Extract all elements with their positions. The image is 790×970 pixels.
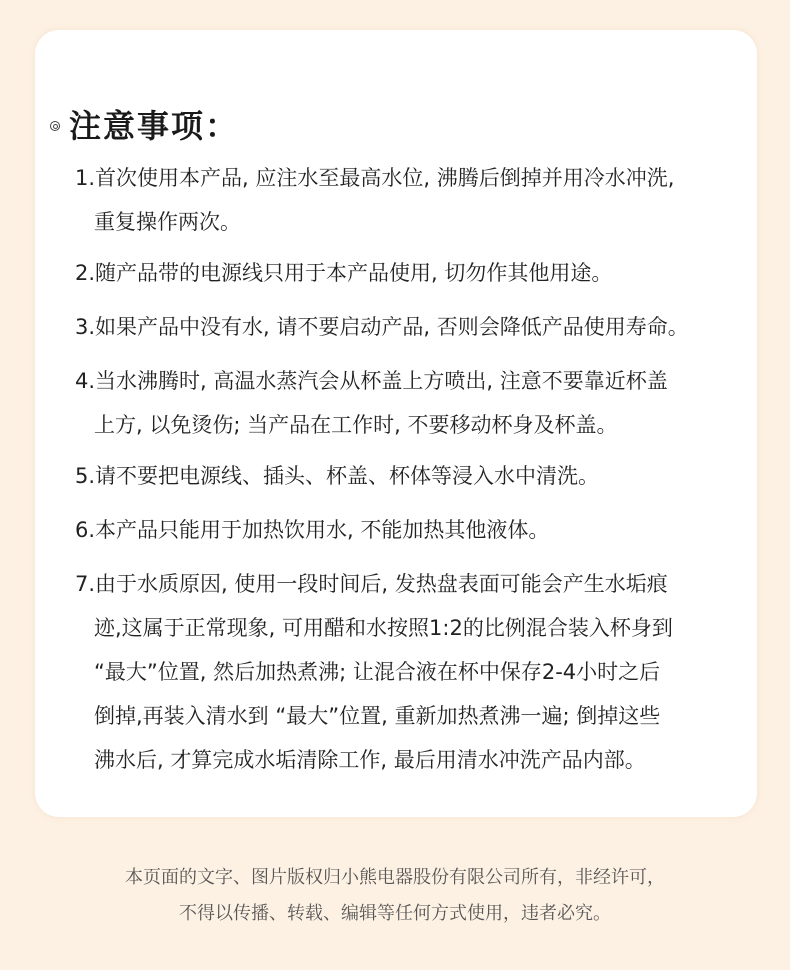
notice-item-4: [75, 359, 735, 447]
copyright-notice: [0, 860, 790, 932]
item-line: 上方, 以免烫伤; 当产品在工作时, 不要移动杯身及杯盖。: [94, 413, 618, 437]
copyright-line-1: 本页面的文字、图片版权归小熊电器股份有限公司所有，非经许可，: [125, 867, 665, 888]
item-line: 请不要把电源线、插头、杯盖、杯体等浸入水中清洗。: [95, 464, 600, 488]
notice-item-3: [75, 305, 735, 349]
heading-title: 注意事项：: [69, 107, 240, 145]
item-number: 5.: [75, 464, 96, 488]
item-number: 3.: [75, 315, 96, 339]
item-line: 当水沸腾时, 高温水蒸汽会从杯盖上方喷出, 注意不要靠近杯盖: [95, 369, 668, 393]
item-line: 迹,这属于正常现象, 可用醋和水按照1:2的比例混合装入杯身到: [94, 616, 673, 640]
notice-item-5: [75, 454, 735, 498]
notice-item-7: [75, 562, 735, 782]
item-number: 1.: [75, 166, 96, 190]
copyright-line-2: 不得以传播、转载、编辑等任何方式使用，违者必究。: [179, 903, 611, 924]
notice-item-2: [75, 251, 735, 295]
item-line: 本产品只能用于加热饮用水, 不能加热其他液体。: [95, 518, 550, 542]
item-line: “最大”位置, 然后加热煮沸; 让混合液在杯中保存2-4小时之后: [94, 660, 661, 684]
item-line: 首次使用本产品, 应注水至最高水位, 沸腾后倒掉并用冷水冲洗,: [95, 166, 675, 190]
item-number: 7.: [75, 572, 96, 596]
item-line: 如果产品中没有水, 请不要启动产品, 否则会降低产品使用寿命。: [95, 315, 689, 339]
item-line: 由于水质原因, 使用一段时间后, 发热盘表面可能会产生水垢痕: [95, 572, 668, 596]
item-number: 4.: [75, 369, 96, 393]
notice-item-1: [75, 156, 735, 244]
item-line: 重复操作两次。: [94, 210, 241, 234]
item-line: 随产品带的电源线只用于本产品使用, 切勿作其他用途。: [95, 261, 613, 285]
item-number: 2.: [75, 261, 96, 285]
item-line: 沸水后, 才算完成水垢清除工作, 最后用清水冲洗产品内部。: [94, 748, 646, 772]
item-number: 6.: [75, 518, 96, 542]
circle-bullet-icon: [50, 121, 60, 131]
notice-heading: [50, 101, 239, 147]
item-line: 倒掉,再装入清水到 “最大”位置, 重新加热煮沸一遍; 倒掉这些: [94, 704, 661, 728]
notice-item-6: [75, 508, 735, 552]
